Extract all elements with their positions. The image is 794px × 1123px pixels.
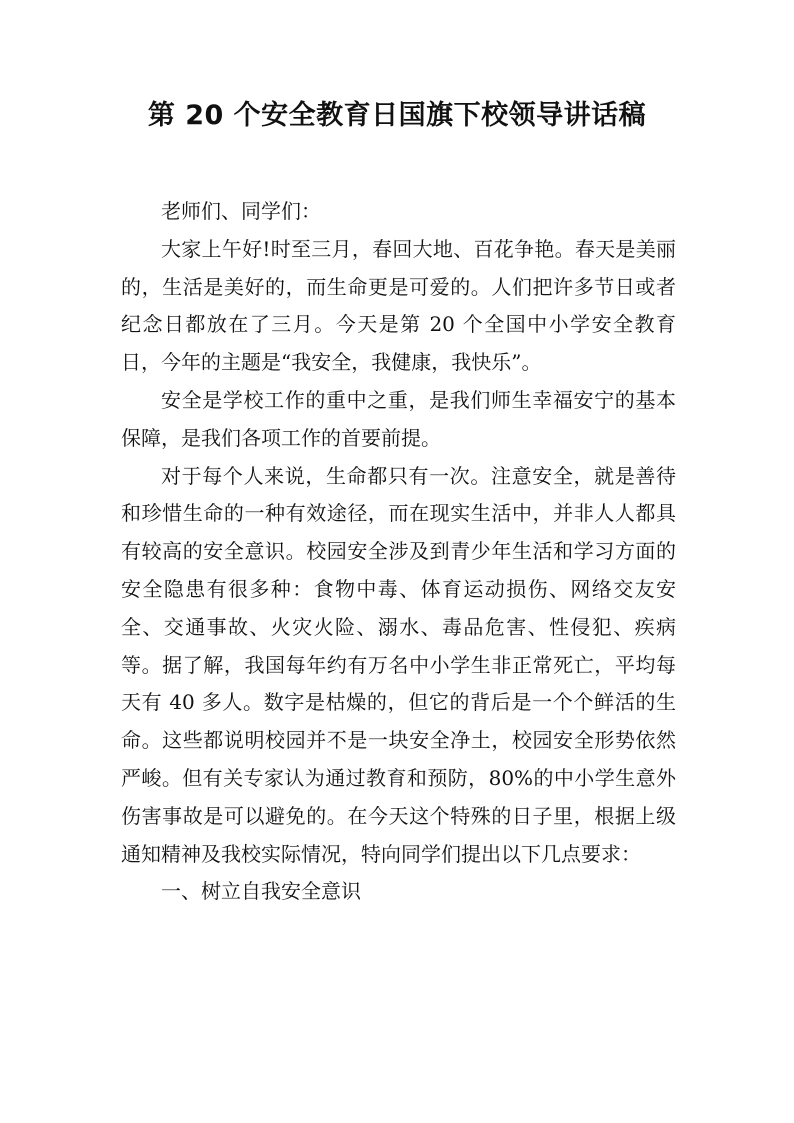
- section-heading-1: 一、树立自我安全意识: [161, 879, 361, 904]
- safety-priority-paragraph: 安全是学校工作的重中之重，是我们师生幸福安宁的基本保障，是我们各项工作的首要前提。: [121, 387, 676, 450]
- document-body: [121, 193, 676, 911]
- salutation-paragraph: 老师们、同学们：: [161, 199, 321, 223]
- opening-paragraph: 大家上午好!时至三月，春回大地、百花争艳。春天是美丽的，生活是美好的，而生命更是可爱的。人们把许多节日或者纪念日都放在了三月。今天是第 20 个全国中小学安全教育日，今年的主题是“我安全，我健康，我快乐”。: [121, 236, 676, 375]
- document-title: 第 20 个安全教育日国旗下校领导讲话稿: [147, 100, 647, 131]
- safety-risks-paragraph: 对于每个人来说，生命都只有一次。注意安全，就是善待和珍惜生命的一种有效途径，而在现实生活中，并非人人都具有较高的安全意识。校园安全涉及到青少年生活和学习方面的安全隐患有很多种：食物中毒、体育运动损伤、网络交友安全、交通事故、火灾火险、溺水、毒品危害、性侵犯、疾病等。据了解，我国每年约有万名中小学生非正常死亡，平均每天有 40 多人。数字是枯燥的，但它的背后是一个个鲜活的生命。这些都说明校园并不是一块安全净土，校园安全形势依然严峻。但有关专家认为通过教育和预防，80%的中小学生意外伤害事故是可以避免的。在今天这个特殊的日子里，根据上级通知精神及我校实际情况，特向同学们提出以下几点要求：: [121, 463, 676, 866]
